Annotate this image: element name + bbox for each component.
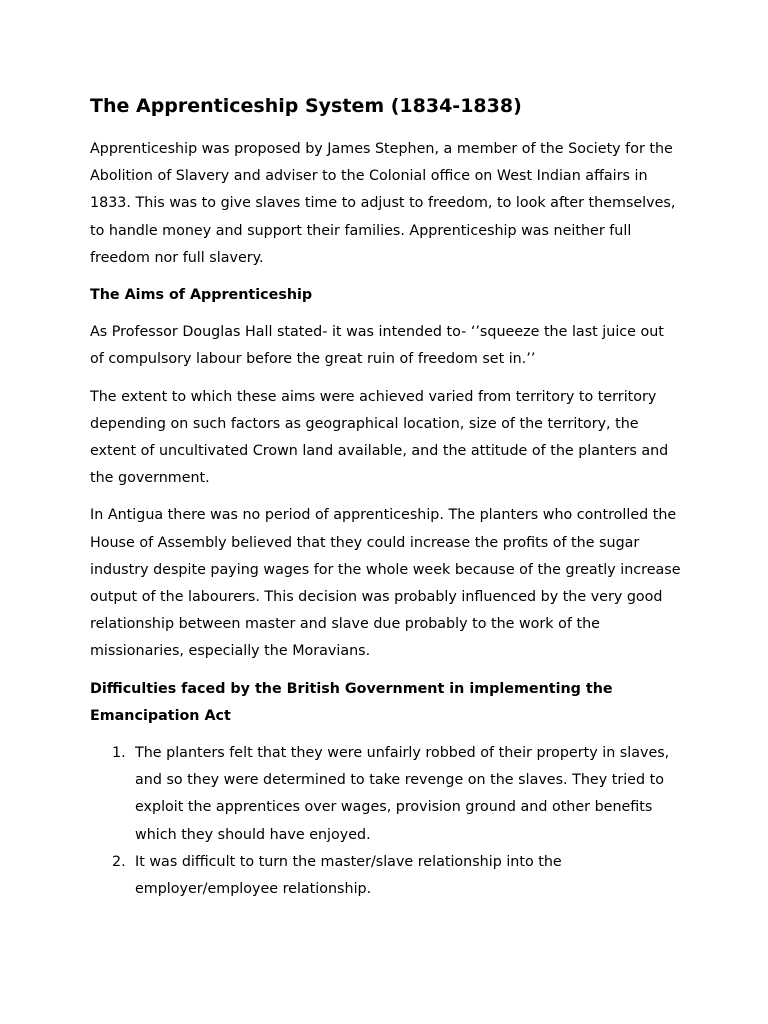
list-item [90, 849, 682, 903]
list-item-text: It was difficult to turn the master/slave relationship into the employer/employee relationship. [135, 853, 562, 898]
difficulties-list [90, 740, 682, 903]
difficulties-heading: Difficulties faced by the British Government in implementing the Emancipation Act [90, 680, 613, 724]
list-item-text: The planters felt that they were unfairly robbed of their property in slaves, and so they were determined to take revenge on the slaves. They tried to exploit the apprentices over wages, provision ground and other benefits which they should have enjoyed. [135, 745, 670, 843]
list-item-number: 1. [112, 745, 126, 762]
antigua-paragraph: In Antigua there was no period of apprenticeship. The planters who controlled the House of Assembly believed that they could increase the profits of the sugar industry despite paying wages for the whole week because of the greatly increase output of the labourers. This decision was probably influenced by the very good relationship between master and slave due probably to the work of the missionaries, especially the Moravians. [90, 507, 681, 660]
aims-extent-paragraph: The extent to which these aims were achieved varied from territory to territory depending on such factors as geographical location, size of the territory, the extent of uncultivated Crown land available, and the attitude of the planters and the government. [90, 388, 669, 487]
list-item-number: 2. [112, 853, 126, 870]
aims-quote-paragraph: As Professor Douglas Hall stated- it was intended to- ‘’squeeze the last juice out of compulsory labour before the great ruin of freedom set in.’’ [90, 324, 664, 368]
document-body [90, 92, 682, 903]
aims-heading: The Aims of Apprenticeship [90, 287, 313, 304]
list-item [90, 740, 682, 849]
document-title: The Apprenticeship System (1834-1838) [90, 95, 522, 117]
intro-paragraph: Apprenticeship was proposed by James Stephen, a member of the Society for the Abolition of Slavery and adviser to the Colonial office on West Indian affairs in 1833. This was to give slaves time to adjust to freedom, to look after themselves, to handle money and support their families. Apprenticeship was neither full freedom nor full slavery. [90, 141, 676, 266]
